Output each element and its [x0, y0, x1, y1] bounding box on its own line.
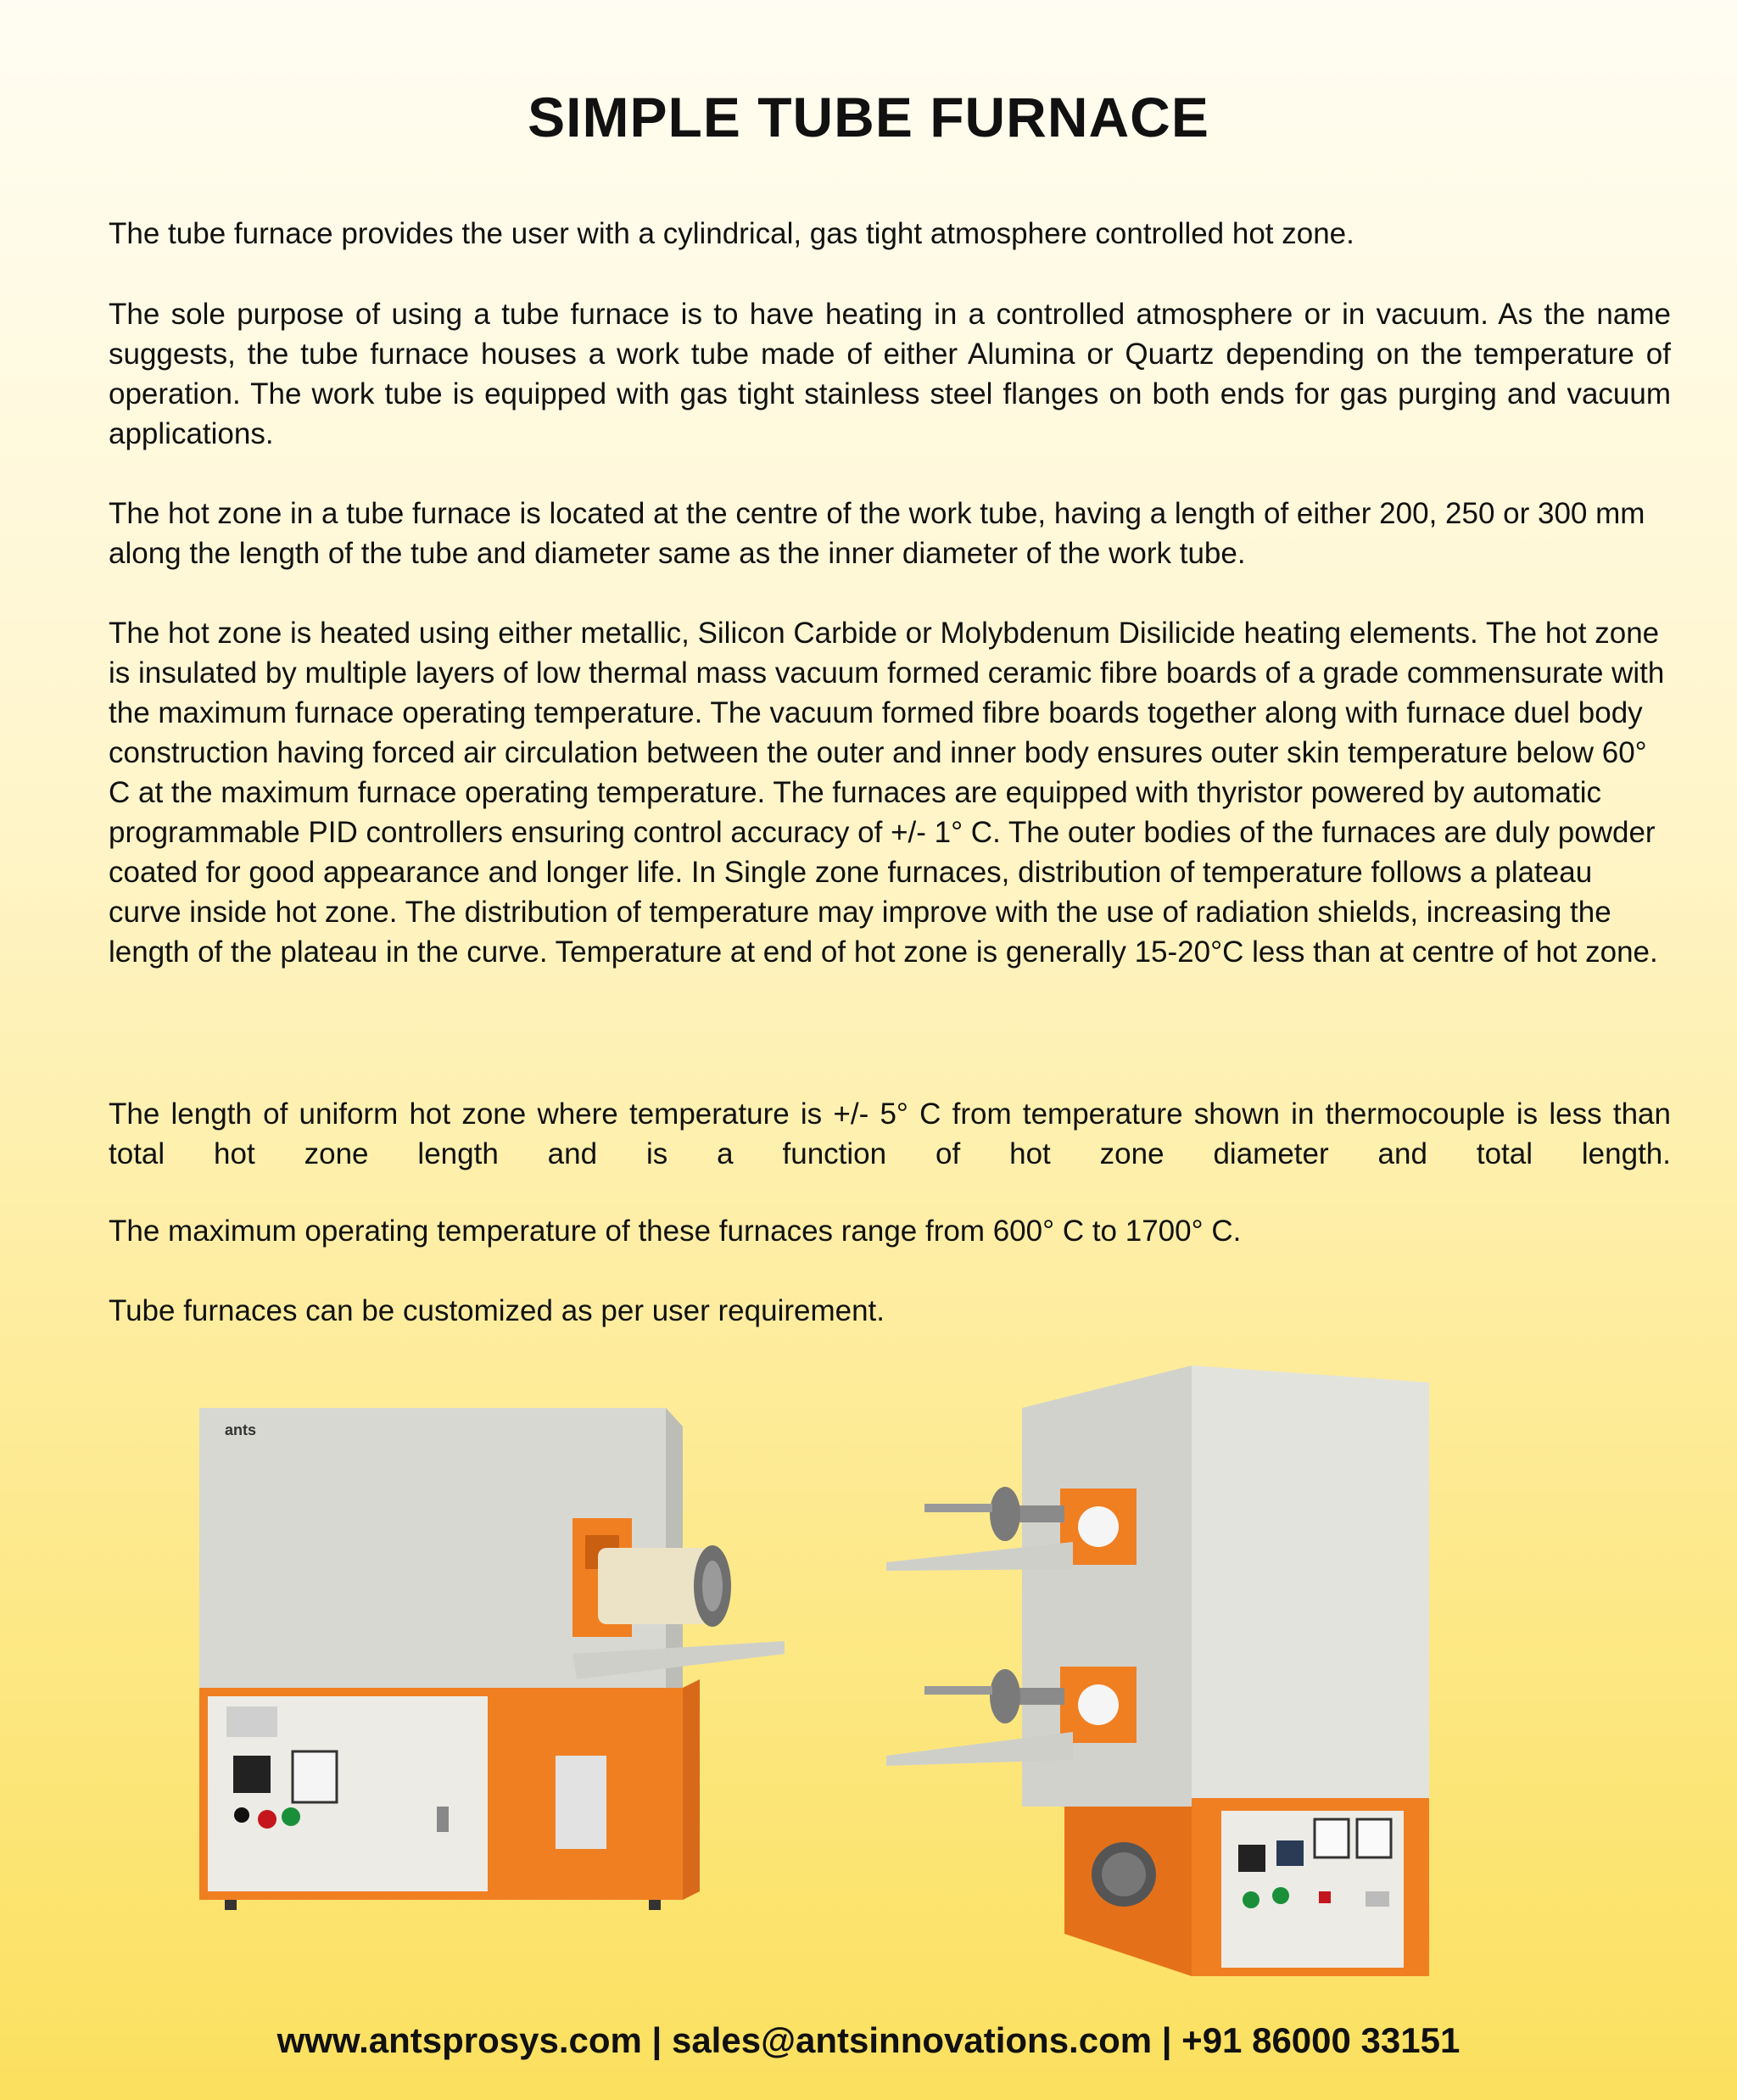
paragraph-purpose: The sole purpose of using a tube furnace is to have heating in a controlled atmosphere or in vacuum. As the name suggests, the tube furnace houses a work tube made of either Alumina or Quartz depending on the temperature of operation. The work tube is equipped with gas tight stainless steel flanges on both ends for gas purging and vacuum applications.	[109, 298, 1671, 450]
tube-furnace-photo-left	[191, 1391, 801, 1934]
brand-logo: ants	[225, 1421, 257, 1438]
contact-footer: www.antsprosys.com | sales@antsinnovations.com | +91 86000 33151	[276, 2020, 1461, 2060]
paragraph-intro: The tube furnace provides the user with a cylindrical, gas tight atmosphere controlled hot zone.	[109, 217, 1354, 250]
paragraph-hot-zone-location: The hot zone in a tube furnace is located at the centre of the work tube, having a length of either 200, 250 or 300 mm along the length of the tube and diameter same as the inner diameter of the work tube.	[109, 497, 1645, 570]
paragraph-customization: Tube furnaces can be customized as per user requirement.	[109, 1294, 885, 1327]
paragraph-heating-elements: The hot zone is heated using either metallic, Silicon Carbide or Molybdenum Disilicide heating elements. The hot zone is insulated by multiple layers of low thermal mass vacuum formed ceramic fibre boards of a grade commensurate with the maximum furnace operating temperature. The vacuum formed fibre boards together along with furnace duel body construction having forced air circulation between the outer and inner body ensures outer skin temperature below 60° C at the maximum furnace operating temperature. The furnaces are equipped with thyristor powered by automatic programmable PID controllers ensuring control accuracy of +/- 1° C. The outer bodies of the furnaces are duly powder coated for good appearance and longer life. In Single zone furnaces, distribution of temperature follows a plateau curve inside hot zone. The distribution of temperature may improve with the use of radiation shields, increasing the length of the plateau in the curve. Temperature at end of hot zone is generally 15-20°C less than at centre of hot zone.	[109, 617, 1665, 969]
page-title: SIMPLE TUBE FURNACE	[528, 86, 1209, 148]
paragraph-max-temperature: The maximum operating temperature of these furnaces range from 600° C to 1700° C.	[109, 1215, 1242, 1248]
paragraph-uniform-zone: The length of uniform hot zone where temperature is +/- 5° C from temperature shown in thermocouple is less than total hot zone length and is a function of hot zone diameter and total length.	[109, 1097, 1671, 1170]
tube-furnace-photo-right	[878, 1349, 1472, 1985]
